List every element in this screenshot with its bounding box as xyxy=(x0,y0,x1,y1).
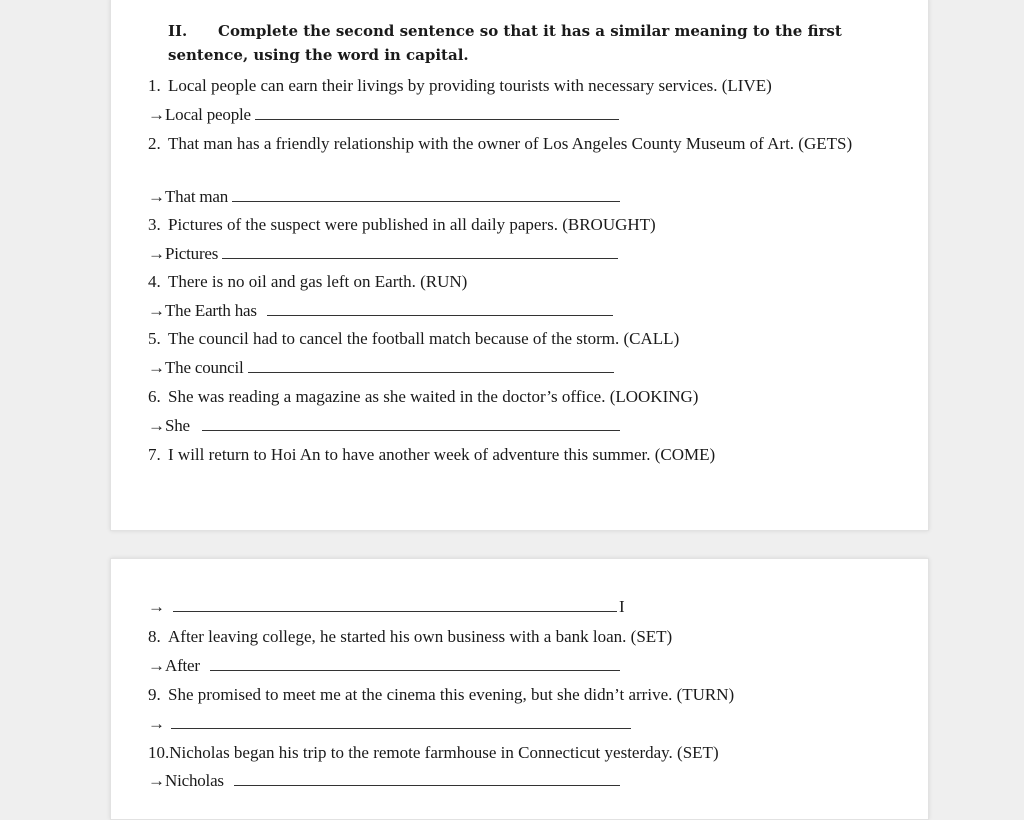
answer-4: →The Earth has xyxy=(148,300,613,322)
answer-blank[interactable] xyxy=(210,655,620,671)
arrow-icon: → xyxy=(148,416,165,435)
arrow-icon: → xyxy=(148,187,165,206)
answer-blank[interactable] xyxy=(234,770,620,786)
question-text: She was reading a magazine as she waited in the doctor’s office. (LOOKING) xyxy=(168,387,699,406)
answer-blank[interactable] xyxy=(232,186,620,202)
question-text: There is no oil and gas left on Earth. (RUN) xyxy=(168,272,468,291)
answer-blank[interactable] xyxy=(202,415,620,431)
answer-5: →The council xyxy=(148,357,614,379)
arrow-icon: → xyxy=(148,358,165,377)
exercise-heading xyxy=(168,19,908,67)
arrow-icon: → xyxy=(148,244,165,263)
answer-blank[interactable] xyxy=(173,596,617,612)
question-text: Nicholas began his trip to the remote farmhouse in Connecticut yesterday. (SET) xyxy=(169,743,719,762)
question-4: 4. There is no oil and gas left on Earth. (RUN) xyxy=(148,272,468,291)
answer-blank[interactable] xyxy=(171,713,631,729)
arrow-icon: → xyxy=(148,771,165,790)
arrow-icon: → xyxy=(148,714,165,733)
answer-9 xyxy=(148,713,631,735)
question-8: 8. After leaving college, he started his own business with a bank loan. (SET) xyxy=(148,627,673,646)
answer-blank[interactable] xyxy=(267,300,613,316)
answer-10: →Nicholas xyxy=(148,770,620,792)
arrow-icon: → xyxy=(148,301,165,320)
question-3: 3. Pictures of the suspect were published in all daily papers. (BROUGHT) xyxy=(148,215,656,234)
exercise-instruction: Complete the second sentence so that it has a similar meaning to the first sentence, using the word in capital. xyxy=(168,22,842,64)
question-text: Pictures of the suspect were published in all daily papers. (BROUGHT) xyxy=(168,215,656,234)
question-text: After leaving college, he started his own business with a bank loan. (SET) xyxy=(168,627,673,646)
question-2: 2. That man has a friendly relationship with the owner of Los Angeles County Museum of Art. (GETS) xyxy=(148,133,888,155)
answer-blank[interactable] xyxy=(255,104,619,120)
worksheet-page-1 xyxy=(110,0,929,531)
worksheet-page-2 xyxy=(110,558,929,820)
answer-blank[interactable] xyxy=(248,357,614,373)
question-7: 7. I will return to Hoi An to have another week of adventure this summer. (COME) xyxy=(148,445,716,464)
answer-7 xyxy=(148,596,625,618)
question-text: She promised to meet me at the cinema this evening, but she didn’t arrive. (TURN) xyxy=(168,685,735,704)
answer-6: →She xyxy=(148,415,620,437)
question-5: 5. The council had to cancel the football match because of the storm. (CALL) xyxy=(148,329,680,348)
question-text: The council had to cancel the football match because of the storm. (CALL) xyxy=(168,329,680,348)
question-10: 10.Nicholas began his trip to the remote farmhouse in Connecticut yesterday. (SET) xyxy=(148,743,719,762)
question-text: That man has a friendly relationship with the owner of Los Angeles County Museum of Art. (GETS) xyxy=(168,134,853,153)
question-1: 1. Local people can earn their livings by providing tourists with necessary services. (LIVE) xyxy=(148,76,772,95)
answer-1: →Local people xyxy=(148,104,619,126)
answer-3: →Pictures xyxy=(148,243,618,265)
answer-tail: I xyxy=(619,597,625,616)
answer-blank[interactable] xyxy=(222,243,618,259)
arrow-icon: → xyxy=(148,105,165,124)
exercise-number: II. xyxy=(168,22,188,40)
question-text: I will return to Hoi An to have another week of adventure this summer. (COME) xyxy=(168,445,716,464)
arrow-icon: → xyxy=(148,656,165,675)
answer-8: →After xyxy=(148,655,620,677)
answer-2: →That man xyxy=(148,186,620,208)
question-text: Local people can earn their livings by providing tourists with necessary services. (LIVE) xyxy=(168,76,772,95)
question-6: 6. She was reading a magazine as she waited in the doctor’s office. (LOOKING) xyxy=(148,387,699,406)
question-9: 9. She promised to meet me at the cinema this evening, but she didn’t arrive. (TURN) xyxy=(148,685,735,704)
arrow-icon: → xyxy=(148,597,165,616)
